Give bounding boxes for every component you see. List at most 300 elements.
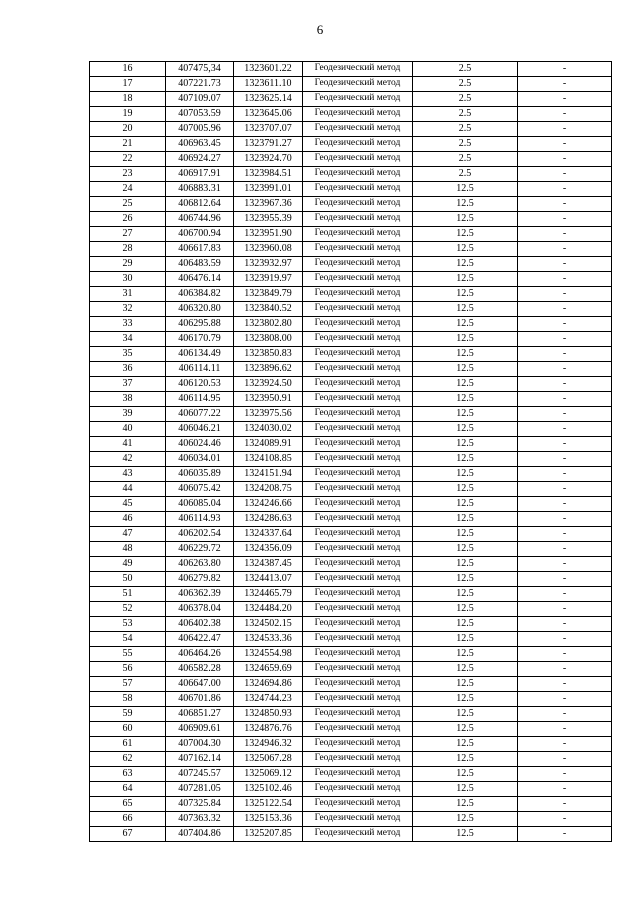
method-cell: Геодезический метод xyxy=(303,692,413,707)
point-number-cell: 61 xyxy=(90,737,166,752)
point-number-cell: 30 xyxy=(90,272,166,287)
method-cell: Геодезический метод xyxy=(303,812,413,827)
accuracy-cell: 12.5 xyxy=(413,737,518,752)
accuracy-cell: 12.5 xyxy=(413,782,518,797)
table-row xyxy=(90,752,612,767)
method-cell: Геодезический метод xyxy=(303,767,413,782)
point-number-cell: 37 xyxy=(90,377,166,392)
x-coordinate-cell: 406114.11 xyxy=(166,362,234,377)
y-coordinate-cell: 1324744.23 xyxy=(234,692,303,707)
note-cell: - xyxy=(518,617,612,632)
method-cell: Геодезический метод xyxy=(303,227,413,242)
method-cell: Геодезический метод xyxy=(303,362,413,377)
method-cell: Геодезический метод xyxy=(303,797,413,812)
x-coordinate-cell: 406114.95 xyxy=(166,392,234,407)
x-coordinate-cell: 406114.93 xyxy=(166,512,234,527)
y-coordinate-cell: 1323984.51 xyxy=(234,167,303,182)
note-cell: - xyxy=(518,827,612,842)
x-coordinate-cell: 407325.84 xyxy=(166,797,234,812)
x-coordinate-cell: 406582.28 xyxy=(166,662,234,677)
note-cell: - xyxy=(518,62,612,77)
table-row xyxy=(90,137,612,152)
y-coordinate-cell: 1324850.93 xyxy=(234,707,303,722)
accuracy-cell: 12.5 xyxy=(413,317,518,332)
x-coordinate-cell: 406483.59 xyxy=(166,257,234,272)
x-coordinate-cell: 406120.53 xyxy=(166,377,234,392)
accuracy-cell: 12.5 xyxy=(413,392,518,407)
table-row xyxy=(90,317,612,332)
accuracy-cell: 12.5 xyxy=(413,587,518,602)
point-number-cell: 36 xyxy=(90,362,166,377)
point-number-cell: 63 xyxy=(90,767,166,782)
point-number-cell: 50 xyxy=(90,572,166,587)
y-coordinate-cell: 1324876.76 xyxy=(234,722,303,737)
point-number-cell: 52 xyxy=(90,602,166,617)
table-row xyxy=(90,272,612,287)
x-coordinate-cell: 406134.49 xyxy=(166,347,234,362)
point-number-cell: 18 xyxy=(90,92,166,107)
point-number-cell: 16 xyxy=(90,62,166,77)
x-coordinate-cell: 406263.80 xyxy=(166,557,234,572)
accuracy-cell: 12.5 xyxy=(413,212,518,227)
note-cell: - xyxy=(518,137,612,152)
table-row xyxy=(90,557,612,572)
method-cell: Геодезический метод xyxy=(303,197,413,212)
table-row xyxy=(90,197,612,212)
y-coordinate-cell: 1325122.54 xyxy=(234,797,303,812)
point-number-cell: 54 xyxy=(90,632,166,647)
method-cell: Геодезический метод xyxy=(303,302,413,317)
point-number-cell: 35 xyxy=(90,347,166,362)
table-row xyxy=(90,77,612,92)
x-coordinate-cell: 406202.54 xyxy=(166,527,234,542)
y-coordinate-cell: 1324413.07 xyxy=(234,572,303,587)
accuracy-cell: 12.5 xyxy=(413,572,518,587)
method-cell: Геодезический метод xyxy=(303,287,413,302)
y-coordinate-cell: 1324246.66 xyxy=(234,497,303,512)
point-number-cell: 55 xyxy=(90,647,166,662)
method-cell: Геодезический метод xyxy=(303,122,413,137)
table-row xyxy=(90,242,612,257)
note-cell: - xyxy=(518,392,612,407)
table-row xyxy=(90,377,612,392)
table-row xyxy=(90,392,612,407)
x-coordinate-cell: 406384.82 xyxy=(166,287,234,302)
accuracy-cell: 12.5 xyxy=(413,662,518,677)
table-row xyxy=(90,122,612,137)
accuracy-cell: 12.5 xyxy=(413,767,518,782)
y-coordinate-cell: 1323919.97 xyxy=(234,272,303,287)
method-cell: Геодезический метод xyxy=(303,512,413,527)
x-coordinate-cell: 406917.91 xyxy=(166,167,234,182)
x-coordinate-cell: 406701.86 xyxy=(166,692,234,707)
method-cell: Геодезический метод xyxy=(303,617,413,632)
y-coordinate-cell: 1323791.27 xyxy=(234,137,303,152)
x-coordinate-cell: 407109.07 xyxy=(166,92,234,107)
point-number-cell: 28 xyxy=(90,242,166,257)
accuracy-cell: 12.5 xyxy=(413,197,518,212)
y-coordinate-cell: 1323951.90 xyxy=(234,227,303,242)
y-coordinate-cell: 1323896.62 xyxy=(234,362,303,377)
method-cell: Геодезический метод xyxy=(303,137,413,152)
note-cell: - xyxy=(518,197,612,212)
accuracy-cell: 12.5 xyxy=(413,602,518,617)
point-number-cell: 27 xyxy=(90,227,166,242)
note-cell: - xyxy=(518,317,612,332)
note-cell: - xyxy=(518,242,612,257)
accuracy-cell: 12.5 xyxy=(413,527,518,542)
accuracy-cell: 2.5 xyxy=(413,167,518,182)
point-number-cell: 39 xyxy=(90,407,166,422)
x-coordinate-cell: 406402.38 xyxy=(166,617,234,632)
note-cell: - xyxy=(518,452,612,467)
x-coordinate-cell: 407162.14 xyxy=(166,752,234,767)
point-number-cell: 19 xyxy=(90,107,166,122)
point-number-cell: 56 xyxy=(90,662,166,677)
note-cell: - xyxy=(518,347,612,362)
method-cell: Геодезический метод xyxy=(303,782,413,797)
table-row xyxy=(90,437,612,452)
note-cell: - xyxy=(518,287,612,302)
y-coordinate-cell: 1323802.80 xyxy=(234,317,303,332)
method-cell: Геодезический метод xyxy=(303,62,413,77)
note-cell: - xyxy=(518,377,612,392)
note-cell: - xyxy=(518,422,612,437)
x-coordinate-cell: 406075.42 xyxy=(166,482,234,497)
y-coordinate-cell: 1323611.10 xyxy=(234,77,303,92)
accuracy-cell: 12.5 xyxy=(413,677,518,692)
method-cell: Геодезический метод xyxy=(303,752,413,767)
note-cell: - xyxy=(518,737,612,752)
method-cell: Геодезический метод xyxy=(303,107,413,122)
note-cell: - xyxy=(518,362,612,377)
note-cell: - xyxy=(518,587,612,602)
method-cell: Геодезический метод xyxy=(303,77,413,92)
table-row xyxy=(90,332,612,347)
y-coordinate-cell: 1323991.01 xyxy=(234,182,303,197)
method-cell: Геодезический метод xyxy=(303,722,413,737)
accuracy-cell: 2.5 xyxy=(413,62,518,77)
x-coordinate-cell: 407281.05 xyxy=(166,782,234,797)
note-cell: - xyxy=(518,512,612,527)
y-coordinate-cell: 1323924.70 xyxy=(234,152,303,167)
accuracy-cell: 12.5 xyxy=(413,467,518,482)
table-row xyxy=(90,152,612,167)
point-number-cell: 59 xyxy=(90,707,166,722)
accuracy-cell: 2.5 xyxy=(413,107,518,122)
note-cell: - xyxy=(518,557,612,572)
method-cell: Геодезический метод xyxy=(303,602,413,617)
x-coordinate-cell: 406077.22 xyxy=(166,407,234,422)
y-coordinate-cell: 1323975.56 xyxy=(234,407,303,422)
accuracy-cell: 12.5 xyxy=(413,182,518,197)
y-coordinate-cell: 1324694.86 xyxy=(234,677,303,692)
accuracy-cell: 12.5 xyxy=(413,407,518,422)
method-cell: Геодезический метод xyxy=(303,212,413,227)
note-cell: - xyxy=(518,107,612,122)
note-cell: - xyxy=(518,437,612,452)
note-cell: - xyxy=(518,302,612,317)
y-coordinate-cell: 1323960.08 xyxy=(234,242,303,257)
point-number-cell: 33 xyxy=(90,317,166,332)
method-cell: Геодезический метод xyxy=(303,182,413,197)
table-row xyxy=(90,62,612,77)
table-row xyxy=(90,767,612,782)
note-cell: - xyxy=(518,212,612,227)
note-cell: - xyxy=(518,797,612,812)
method-cell: Геодезический метод xyxy=(303,347,413,362)
y-coordinate-cell: 1323850.83 xyxy=(234,347,303,362)
point-number-cell: 53 xyxy=(90,617,166,632)
point-number-cell: 38 xyxy=(90,392,166,407)
method-cell: Геодезический метод xyxy=(303,587,413,602)
accuracy-cell: 2.5 xyxy=(413,77,518,92)
accuracy-cell: 12.5 xyxy=(413,512,518,527)
table-row xyxy=(90,542,612,557)
accuracy-cell: 2.5 xyxy=(413,92,518,107)
x-coordinate-cell: 406279.82 xyxy=(166,572,234,587)
point-number-cell: 49 xyxy=(90,557,166,572)
y-coordinate-cell: 1323924.50 xyxy=(234,377,303,392)
point-number-cell: 29 xyxy=(90,257,166,272)
note-cell: - xyxy=(518,482,612,497)
coordinates-table-body xyxy=(90,62,612,842)
point-number-cell: 58 xyxy=(90,692,166,707)
accuracy-cell: 12.5 xyxy=(413,302,518,317)
table-row xyxy=(90,632,612,647)
accuracy-cell: 12.5 xyxy=(413,332,518,347)
table-row xyxy=(90,797,612,812)
note-cell: - xyxy=(518,677,612,692)
table-row xyxy=(90,497,612,512)
method-cell: Геодезический метод xyxy=(303,407,413,422)
x-coordinate-cell: 406812.64 xyxy=(166,197,234,212)
y-coordinate-cell: 1325069.12 xyxy=(234,767,303,782)
x-coordinate-cell: 406647.00 xyxy=(166,677,234,692)
method-cell: Геодезический метод xyxy=(303,467,413,482)
table-row xyxy=(90,362,612,377)
note-cell: - xyxy=(518,122,612,137)
accuracy-cell: 12.5 xyxy=(413,227,518,242)
y-coordinate-cell: 1325067.28 xyxy=(234,752,303,767)
accuracy-cell: 12.5 xyxy=(413,647,518,662)
point-number-cell: 26 xyxy=(90,212,166,227)
point-number-cell: 17 xyxy=(90,77,166,92)
x-coordinate-cell: 407005.96 xyxy=(166,122,234,137)
note-cell: - xyxy=(518,542,612,557)
note-cell: - xyxy=(518,257,612,272)
y-coordinate-cell: 1323840.52 xyxy=(234,302,303,317)
x-coordinate-cell: 406617.83 xyxy=(166,242,234,257)
table-row xyxy=(90,707,612,722)
y-coordinate-cell: 1323932.97 xyxy=(234,257,303,272)
method-cell: Геодезический метод xyxy=(303,572,413,587)
method-cell: Геодезический метод xyxy=(303,257,413,272)
method-cell: Геодезический метод xyxy=(303,827,413,842)
y-coordinate-cell: 1324356.09 xyxy=(234,542,303,557)
accuracy-cell: 12.5 xyxy=(413,752,518,767)
x-coordinate-cell: 406909.61 xyxy=(166,722,234,737)
point-number-cell: 23 xyxy=(90,167,166,182)
y-coordinate-cell: 1324387.45 xyxy=(234,557,303,572)
method-cell: Геодезический метод xyxy=(303,482,413,497)
note-cell: - xyxy=(518,572,612,587)
note-cell: - xyxy=(518,662,612,677)
table-row xyxy=(90,677,612,692)
method-cell: Геодезический метод xyxy=(303,317,413,332)
point-number-cell: 46 xyxy=(90,512,166,527)
accuracy-cell: 12.5 xyxy=(413,722,518,737)
method-cell: Геодезический метод xyxy=(303,542,413,557)
x-coordinate-cell: 406422.47 xyxy=(166,632,234,647)
note-cell: - xyxy=(518,767,612,782)
table-row xyxy=(90,737,612,752)
y-coordinate-cell: 1324089.91 xyxy=(234,437,303,452)
method-cell: Геодезический метод xyxy=(303,737,413,752)
accuracy-cell: 12.5 xyxy=(413,482,518,497)
method-cell: Геодезический метод xyxy=(303,272,413,287)
x-coordinate-cell: 406851.27 xyxy=(166,707,234,722)
accuracy-cell: 12.5 xyxy=(413,542,518,557)
table-row xyxy=(90,617,612,632)
note-cell: - xyxy=(518,467,612,482)
accuracy-cell: 12.5 xyxy=(413,632,518,647)
note-cell: - xyxy=(518,632,612,647)
accuracy-cell: 12.5 xyxy=(413,827,518,842)
accuracy-cell: 12.5 xyxy=(413,617,518,632)
method-cell: Геодезический метод xyxy=(303,647,413,662)
y-coordinate-cell: 1324108.85 xyxy=(234,452,303,467)
point-number-cell: 47 xyxy=(90,527,166,542)
method-cell: Геодезический метод xyxy=(303,422,413,437)
x-coordinate-cell: 406883.31 xyxy=(166,182,234,197)
table-row xyxy=(90,512,612,527)
x-coordinate-cell: 406963.45 xyxy=(166,137,234,152)
table-row xyxy=(90,302,612,317)
y-coordinate-cell: 1323967.36 xyxy=(234,197,303,212)
note-cell: - xyxy=(518,182,612,197)
y-coordinate-cell: 1324484.20 xyxy=(234,602,303,617)
table-row xyxy=(90,92,612,107)
x-coordinate-cell: 406464.26 xyxy=(166,647,234,662)
x-coordinate-cell: 406700.94 xyxy=(166,227,234,242)
table-row xyxy=(90,662,612,677)
y-coordinate-cell: 1324946.32 xyxy=(234,737,303,752)
note-cell: - xyxy=(518,692,612,707)
table-row xyxy=(90,287,612,302)
point-number-cell: 43 xyxy=(90,467,166,482)
point-number-cell: 42 xyxy=(90,452,166,467)
method-cell: Геодезический метод xyxy=(303,392,413,407)
note-cell: - xyxy=(518,782,612,797)
note-cell: - xyxy=(518,92,612,107)
method-cell: Геодезический метод xyxy=(303,152,413,167)
note-cell: - xyxy=(518,407,612,422)
table-row xyxy=(90,347,612,362)
method-cell: Геодезический метод xyxy=(303,332,413,347)
method-cell: Геодезический метод xyxy=(303,242,413,257)
x-coordinate-cell: 406924.27 xyxy=(166,152,234,167)
y-coordinate-cell: 1324030.02 xyxy=(234,422,303,437)
table-row xyxy=(90,407,612,422)
x-coordinate-cell: 407221.73 xyxy=(166,77,234,92)
y-coordinate-cell: 1324286.63 xyxy=(234,512,303,527)
method-cell: Геодезический метод xyxy=(303,377,413,392)
table-row xyxy=(90,482,612,497)
table-row xyxy=(90,572,612,587)
x-coordinate-cell: 406295.88 xyxy=(166,317,234,332)
x-coordinate-cell: 406035.89 xyxy=(166,467,234,482)
note-cell: - xyxy=(518,227,612,242)
point-number-cell: 41 xyxy=(90,437,166,452)
point-number-cell: 66 xyxy=(90,812,166,827)
accuracy-cell: 12.5 xyxy=(413,257,518,272)
accuracy-cell: 12.5 xyxy=(413,692,518,707)
x-coordinate-cell: 407004.30 xyxy=(166,737,234,752)
y-coordinate-cell: 1323625.14 xyxy=(234,92,303,107)
x-coordinate-cell: 406476.14 xyxy=(166,272,234,287)
point-number-cell: 20 xyxy=(90,122,166,137)
accuracy-cell: 12.5 xyxy=(413,422,518,437)
y-coordinate-cell: 1323707.07 xyxy=(234,122,303,137)
note-cell: - xyxy=(518,707,612,722)
table-row xyxy=(90,452,612,467)
method-cell: Геодезический метод xyxy=(303,557,413,572)
y-coordinate-cell: 1323808.00 xyxy=(234,332,303,347)
y-coordinate-cell: 1324502.15 xyxy=(234,617,303,632)
accuracy-cell: 2.5 xyxy=(413,152,518,167)
accuracy-cell: 12.5 xyxy=(413,377,518,392)
y-coordinate-cell: 1324208.75 xyxy=(234,482,303,497)
note-cell: - xyxy=(518,152,612,167)
coordinates-table xyxy=(89,61,612,842)
note-cell: - xyxy=(518,77,612,92)
point-number-cell: 31 xyxy=(90,287,166,302)
accuracy-cell: 12.5 xyxy=(413,437,518,452)
table-row xyxy=(90,467,612,482)
point-number-cell: 62 xyxy=(90,752,166,767)
y-coordinate-cell: 1325207.85 xyxy=(234,827,303,842)
table-row xyxy=(90,587,612,602)
table-row xyxy=(90,212,612,227)
y-coordinate-cell: 1325153.36 xyxy=(234,812,303,827)
method-cell: Геодезический метод xyxy=(303,167,413,182)
y-coordinate-cell: 1324151.94 xyxy=(234,467,303,482)
y-coordinate-cell: 1324533.36 xyxy=(234,632,303,647)
y-coordinate-cell: 1323601.22 xyxy=(234,62,303,77)
table-row xyxy=(90,257,612,272)
method-cell: Геодезический метод xyxy=(303,497,413,512)
table-row xyxy=(90,782,612,797)
method-cell: Геодезический метод xyxy=(303,92,413,107)
point-number-cell: 32 xyxy=(90,302,166,317)
x-coordinate-cell: 407363.32 xyxy=(166,812,234,827)
accuracy-cell: 12.5 xyxy=(413,272,518,287)
x-coordinate-cell: 406744.96 xyxy=(166,212,234,227)
x-coordinate-cell: 406170.79 xyxy=(166,332,234,347)
x-coordinate-cell: 407404.86 xyxy=(166,827,234,842)
x-coordinate-cell: 407245.57 xyxy=(166,767,234,782)
method-cell: Геодезический метод xyxy=(303,707,413,722)
y-coordinate-cell: 1324465.79 xyxy=(234,587,303,602)
accuracy-cell: 12.5 xyxy=(413,497,518,512)
x-coordinate-cell: 406229.72 xyxy=(166,542,234,557)
x-coordinate-cell: 406320.80 xyxy=(166,302,234,317)
x-coordinate-cell: 406378.04 xyxy=(166,602,234,617)
method-cell: Геодезический метод xyxy=(303,452,413,467)
table-row xyxy=(90,692,612,707)
x-coordinate-cell: 406085.04 xyxy=(166,497,234,512)
